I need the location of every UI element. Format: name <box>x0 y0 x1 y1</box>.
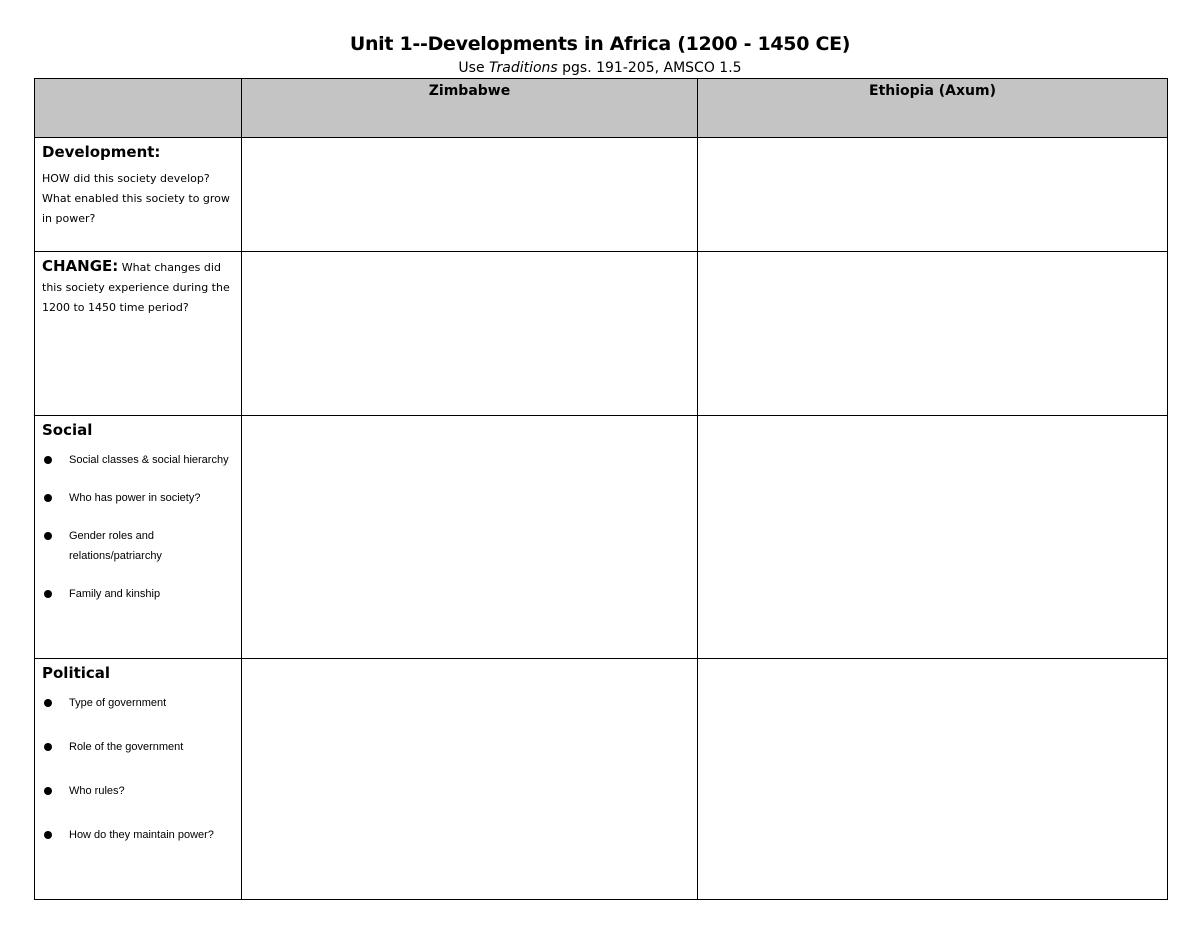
header-zimbabwe: Zimbabwe <box>242 79 698 138</box>
list-item <box>42 737 235 757</box>
social-bullet-text: Gender roles and relations/patriarchy <box>69 530 162 562</box>
list-item <box>42 526 235 566</box>
list-item <box>42 488 235 508</box>
political-bullet-text: Who rules? <box>69 785 125 797</box>
bullet-icon <box>44 699 52 707</box>
cell-change-zimbabwe[interactable] <box>242 252 698 416</box>
row-header-political <box>35 659 242 900</box>
change-text <box>42 256 235 318</box>
social-title: Social <box>42 421 93 439</box>
development-description: HOW did this society develop? What enabled this society to grow in power? <box>42 172 230 225</box>
header-corner-cell <box>35 79 242 138</box>
political-bullet-text: Type of government <box>69 697 167 709</box>
political-bullet-text: Role of the government <box>69 741 184 753</box>
page-title: Unit 1--Developments in Africa (1200 - 1450 CE) <box>349 33 851 55</box>
subtitle-prefix: Use <box>458 60 490 76</box>
cell-social-ethiopia[interactable] <box>698 416 1168 659</box>
row-development <box>35 138 1168 252</box>
social-bullet-list <box>42 450 235 604</box>
header-ethiopia: Ethiopia (Axum) <box>698 79 1168 138</box>
worksheet-table <box>34 78 1168 900</box>
bullet-icon <box>44 590 52 598</box>
political-title: Political <box>42 664 111 682</box>
row-social <box>35 416 1168 659</box>
bullet-icon <box>44 494 52 502</box>
row-change <box>35 252 1168 416</box>
social-bullet-text: Social classes & social hierarchy <box>69 454 229 466</box>
list-item <box>42 584 235 604</box>
political-bullet-text: How do they maintain power? <box>69 829 214 841</box>
cell-political-zimbabwe[interactable] <box>242 659 698 900</box>
list-item <box>42 781 235 801</box>
cell-political-ethiopia[interactable] <box>698 659 1168 900</box>
bullet-icon <box>44 456 52 464</box>
social-bullet-text: Who has power in society? <box>69 492 201 504</box>
cell-social-zimbabwe[interactable] <box>242 416 698 659</box>
row-political <box>35 659 1168 900</box>
bullet-icon <box>44 743 52 751</box>
change-description: What changes did this society experience during the 1200 to 1450 time period? <box>42 261 230 314</box>
political-bullet-list <box>42 693 235 845</box>
row-header-development <box>35 138 242 252</box>
social-bullet-text: Family and kinship <box>69 588 161 600</box>
bullet-icon <box>44 787 52 795</box>
header-row <box>35 79 1168 138</box>
development-title: Development: <box>42 143 161 161</box>
page-subtitle <box>0 58 1200 78</box>
bullet-icon <box>44 532 52 540</box>
row-header-change <box>35 252 242 416</box>
list-item <box>42 693 235 713</box>
cell-development-zimbabwe[interactable] <box>242 138 698 252</box>
row-header-social <box>35 416 242 659</box>
bullet-icon <box>44 831 52 839</box>
subtitle-italic: Traditions <box>489 60 558 76</box>
cell-development-ethiopia[interactable] <box>698 138 1168 252</box>
list-item <box>42 825 235 845</box>
cell-change-ethiopia[interactable] <box>698 252 1168 416</box>
subtitle-suffix: pgs. 191-205, AMSCO 1.5 <box>557 60 742 76</box>
list-item <box>42 450 235 470</box>
change-title: CHANGE: <box>42 257 119 275</box>
